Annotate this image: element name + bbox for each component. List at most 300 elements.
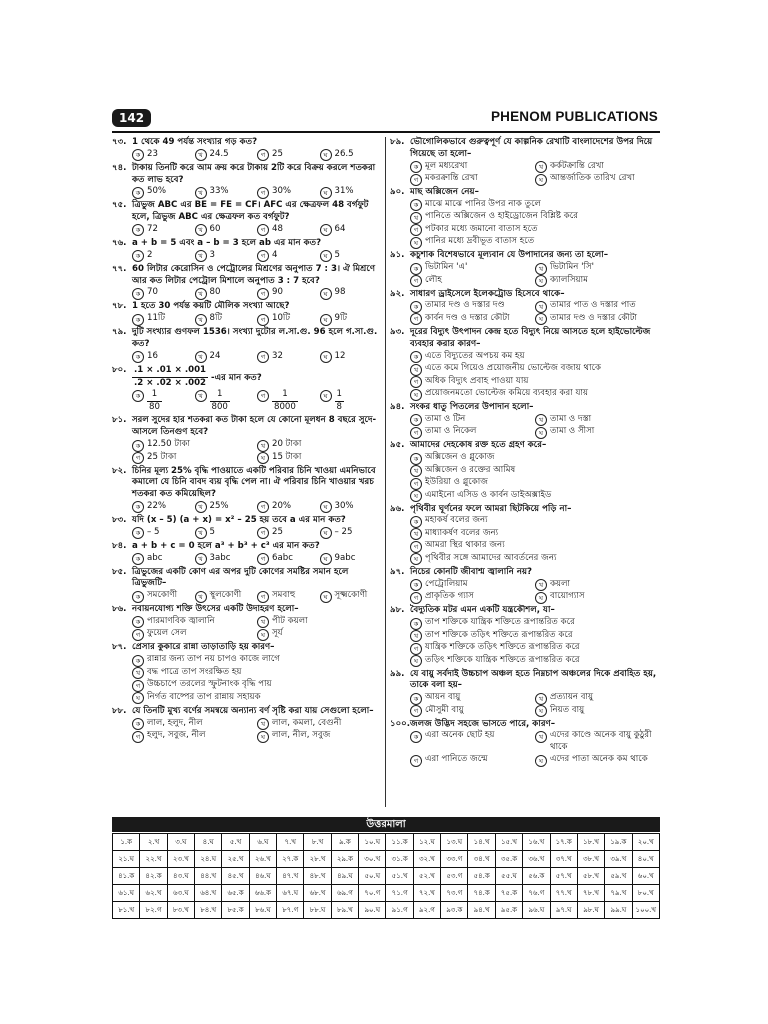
options-group (112, 224, 382, 237)
answer-key-cell: ৬৪.খ (195, 885, 222, 902)
answer-option (257, 730, 382, 743)
answer-option (410, 211, 660, 224)
answer-key-cell: ৩০.খ (359, 851, 386, 868)
option-marker: গ (132, 680, 144, 692)
option-marker: ক (410, 414, 422, 426)
answer-option (410, 363, 660, 376)
question-text (132, 365, 382, 390)
option-text: মাঝে মাঝে পানির উপর নাক তুলে (425, 198, 541, 209)
option-text: এরা পানিতে জন্মে (425, 754, 488, 765)
option-marker: ক (132, 616, 144, 628)
answer-option (257, 628, 382, 641)
question-text: 1 থেকে 49 পর্যন্ত সংখ্যার গড় কত? (132, 137, 258, 147)
question-item (390, 669, 660, 718)
option-marker: গ (257, 187, 269, 199)
option-marker: খ (535, 263, 547, 275)
option-marker: খ (195, 250, 207, 262)
answer-option (410, 376, 660, 389)
answer-key-cell: ৭৭.খ (550, 885, 577, 902)
answer-key-cell: ৭০.গ (359, 885, 386, 902)
option-text: বায়োগ্যাস (550, 591, 585, 602)
answer-option (257, 501, 320, 514)
answer-option (410, 490, 660, 503)
answer-key-cell: ৫৩.গ (441, 868, 468, 885)
option-marker: ক (132, 655, 144, 667)
option-marker: ঘ (257, 452, 269, 464)
question-item (390, 567, 660, 604)
options-group (112, 527, 382, 540)
option-marker: ঘ (535, 755, 547, 767)
options-group (112, 250, 382, 263)
option-marker: ক (410, 618, 422, 630)
question-number: ৮৬. (112, 604, 127, 615)
answer-key-cell: ৭৫.ক (495, 885, 522, 902)
question-item (112, 137, 382, 161)
answer-key-cell: ৮০.খ (632, 885, 659, 902)
question-text: 60 লিটার কেরোসিন ও পেট্রোলের মিশ্রণের অনুপাত 7 : 3। ঐ মিশ্রণে আর কত লিটার পেট্রোল মিশালে অনুপাত 3 : 7 হবে? (132, 263, 376, 286)
question-text-row (112, 327, 382, 351)
answer-option (410, 199, 660, 212)
question-text-row (390, 504, 660, 516)
option-marker: খ (257, 440, 269, 452)
option-marker: গ (410, 427, 422, 439)
option-text: তামার দণ্ড ও দস্তার কৌটা (550, 312, 638, 323)
option-text: abc (147, 552, 163, 563)
question-text-row (390, 289, 660, 301)
answer-key-cell: ১.ক (113, 834, 140, 851)
options-group (112, 439, 382, 464)
option-text: 3 (209, 249, 215, 260)
answer-option (535, 313, 660, 326)
options-group (112, 501, 382, 514)
option-text: 4 (272, 249, 278, 260)
answer-key-cell: ২০.খ (632, 834, 659, 851)
option-marker: ঘ (410, 655, 422, 667)
option-marker: খ (195, 553, 207, 565)
question-text-row (112, 264, 382, 288)
question-number: ৭৬. (112, 237, 127, 248)
answer-option (410, 414, 535, 427)
answer-option (195, 149, 258, 162)
question-text: যে তিনটি মুখ্য বর্ণের সমন্বয়ে অন্যান্য বর্ণ সৃষ্টি করা যায় সেগুলো হলো– (132, 705, 374, 716)
question-text-row (112, 604, 382, 616)
answer-key-cell: ১৮.খ (577, 834, 604, 851)
question-item (112, 515, 382, 539)
option-text: মহাকর্ষ বলের জন্য (425, 515, 488, 526)
answer-option (410, 313, 535, 326)
option-text: 12.50 টাকা (147, 439, 191, 450)
question-item (112, 642, 382, 704)
option-text: 70 (147, 287, 158, 298)
option-marker: ঘ (320, 149, 332, 161)
option-marker: ক (410, 263, 422, 275)
option-marker: খ (257, 616, 269, 628)
answer-key-cell: ৭৯.খ (605, 885, 632, 902)
answer-key-cell: ২.খ (140, 834, 167, 851)
option-text: মাধ্যাকর্ষণ বলের জন্য (425, 527, 499, 538)
question-number: ৭৪. (112, 162, 127, 173)
question-number: ৭৮. (112, 301, 127, 312)
option-marker: ঘ (257, 629, 269, 641)
answer-key-cell: ৫৫.ঘ (495, 868, 522, 885)
question-text: মাছ অক্সিজেন নেয়– (410, 187, 479, 198)
answer-option (132, 224, 195, 237)
answer-key-cell: ৫.খ (222, 834, 249, 851)
options-group (112, 313, 382, 326)
question-text: 1 হতে 30 পর্যন্ত কয়টি মৌলিক সংখ্যা আছে? (132, 301, 290, 312)
question-text-row (390, 187, 660, 199)
option-fraction (147, 389, 162, 414)
answer-option (320, 250, 383, 263)
answer-key-cell: ৪১.ক (113, 868, 140, 885)
option-marker: ক (132, 440, 144, 452)
answer-option (132, 313, 195, 326)
answer-option (320, 553, 383, 566)
options-group (390, 579, 660, 604)
answer-key-row (113, 851, 660, 868)
question-number: ৯১. (390, 250, 405, 261)
answer-key-row (113, 902, 660, 919)
option-marker: খ (535, 731, 547, 743)
option-marker: গ (132, 629, 144, 641)
answer-option (410, 477, 660, 490)
answer-key-cell: ২৩.খ (167, 851, 194, 868)
option-text: 10টি (272, 313, 291, 324)
answer-option (410, 388, 660, 401)
option-text: পীট কয়লা (272, 615, 308, 626)
options-group (112, 718, 382, 743)
option-marker: ক (132, 149, 144, 161)
option-marker: খ (410, 364, 422, 376)
answer-option (320, 224, 383, 237)
option-marker: গ (410, 478, 422, 490)
option-text: 9টি (334, 313, 348, 324)
option-text: 48 (272, 223, 283, 234)
question-number: ৮১. (112, 415, 127, 426)
answer-option (320, 313, 383, 326)
option-marker: গ (257, 553, 269, 565)
question-number: ৮২. (112, 465, 127, 476)
answer-key-cell: ৬১.ঘ (113, 885, 140, 902)
answer-option (410, 426, 535, 439)
question-number: ৭৩. (112, 137, 127, 147)
option-marker: ঘ (535, 275, 547, 287)
option-marker: খ (195, 149, 207, 161)
option-marker: গ (410, 224, 422, 236)
options-group (390, 262, 660, 287)
answer-key-cell: ২৭.ক (277, 851, 304, 868)
question-item (390, 289, 660, 326)
answer-option (132, 628, 257, 641)
answer-option (132, 527, 195, 540)
answer-key-cell: ৫৬.ক (523, 868, 550, 885)
answer-option (410, 591, 535, 604)
question-item (112, 604, 382, 641)
answer-key-cell: ৫৭.খ (550, 868, 577, 885)
question-item (390, 719, 660, 767)
answer-option (320, 149, 383, 162)
question-number: ৮০. (112, 364, 127, 375)
question-text: সংকর ধাতু পিতলের উপাদান হলো– (410, 402, 534, 413)
answer-key-cell: ৭৮.খ (577, 885, 604, 902)
options-group (390, 414, 660, 439)
options-group (112, 149, 382, 162)
option-text: পারমাণবিক জ্বালানি (147, 615, 215, 626)
option-marker: ক (410, 579, 422, 591)
question-text: নবায়নযোগ্য শক্তি উৎসের একটি উদাহরণ হলো– (132, 604, 299, 615)
answer-option (257, 224, 320, 237)
answer-key-cell: ৫০.ঘ (359, 868, 386, 885)
answer-option (320, 527, 383, 540)
question-item (112, 238, 382, 262)
answer-option (132, 149, 195, 162)
option-marker: ঘ (320, 527, 332, 539)
answer-key-cell: ৪৫.খ (222, 868, 249, 885)
answer-key-cell: ৪৭.খ (277, 868, 304, 885)
question-text: কচুশাক বিশেষভাবে মূল্যবান যে উপাদানের জন্য তা হলো– (410, 250, 609, 261)
fraction-denominator: .2 × .02 × .002 (134, 377, 207, 388)
answer-key-cell: ১০.ঘ (359, 834, 386, 851)
fraction-denominator: 8 (336, 402, 342, 413)
answer-key-cell: ৬২.খ (140, 885, 167, 902)
answer-key-cell: ৭৬.গ (523, 885, 550, 902)
answer-option (535, 414, 660, 427)
option-text: ভিটামিন 'এ' (425, 262, 468, 273)
answer-option (132, 287, 195, 300)
option-text: 5 (209, 526, 215, 537)
question-text-row (112, 238, 382, 250)
option-text: লাল, নীল, সবুজ (272, 730, 331, 741)
option-text: 80 (209, 287, 221, 298)
option-marker: ঘ (320, 187, 332, 199)
option-text: আমরা স্থির থাকার জন্য (425, 540, 505, 551)
question-text-row (112, 365, 382, 390)
option-marker: খ (410, 465, 422, 477)
answer-option (410, 224, 660, 237)
answer-key-cell: ১৩.ঘ (441, 834, 468, 851)
answer-key-cell: ৩৭.খ (550, 851, 577, 868)
question-text-row (112, 415, 382, 439)
answer-option (410, 579, 535, 592)
page-number: 142 (112, 109, 151, 127)
option-text: তাপ শক্তিকে যান্ত্রিক শক্তিতে রূপান্তরিত করে (425, 617, 575, 628)
option-marker: গ (410, 313, 422, 325)
answer-key-cell: ১৬.খ (523, 834, 550, 851)
question-item (112, 415, 382, 464)
answer-key-cell: ৭৩.গ (441, 885, 468, 902)
option-text: প্রাকৃতিক গ্যাস (425, 591, 474, 602)
answer-option (535, 730, 660, 754)
question-number: ৮৩. (112, 514, 127, 525)
answer-option (257, 718, 382, 731)
question-text-row (390, 250, 660, 262)
answer-option (535, 173, 660, 186)
option-text: তামা ও নিকেল (425, 426, 477, 437)
answer-option (410, 351, 660, 364)
fraction-denominator: 800 (211, 402, 228, 413)
question-item (390, 250, 660, 287)
option-marker: খ (195, 527, 207, 539)
option-text: 12 (334, 350, 346, 361)
fraction-numerator: 1 (210, 389, 230, 402)
answer-option (257, 616, 382, 629)
answer-key-cell: ৬৯.গ (331, 885, 358, 902)
option-marker: গ (410, 755, 422, 767)
question-text-row (390, 440, 660, 452)
answer-key-cell: ৭২.খ (413, 885, 440, 902)
answer-option (320, 590, 383, 603)
answer-key-cell: ৯১.গ (386, 902, 413, 919)
answer-key-cell: ৯২.গ (413, 902, 440, 919)
answer-key-cell: ৪০.খ (632, 851, 659, 868)
question-number: ৯৫. (390, 440, 405, 451)
option-marker: গ (132, 731, 144, 743)
option-marker: গ (257, 314, 269, 326)
question-text: জলজ উদ্ভিদ সহজে ভাসতে পারে, কারণ– (410, 718, 556, 729)
question-text: নিচের কোনটি জীবাশ্ম জ্বালানি নয়? (410, 566, 533, 577)
option-marker: ক (410, 161, 422, 173)
question-text: সাধারণ ড্রাইসেলে ইলেকট্রোড হিসেবে থাকে– (410, 288, 565, 299)
question-number: ৯৩. (390, 326, 405, 337)
option-marker: গ (410, 705, 422, 717)
option-marker: গ (410, 275, 422, 287)
answer-option (410, 452, 660, 465)
answer-key-cell: ৪৬.ঘ (249, 868, 276, 885)
answer-key-cell: ১৯.ক (605, 834, 632, 851)
option-marker: ঘ (320, 553, 332, 565)
answer-option (257, 250, 320, 263)
question-item (112, 200, 382, 236)
option-text: রান্নার জন্য তাপ নয় চাপও কাজে লাগে (147, 654, 280, 665)
answer-key-cell: ৮৩.খ (167, 902, 194, 919)
answer-key-cell: ৭১.গ (386, 885, 413, 902)
option-marker: গ (410, 592, 422, 604)
option-text: 16 (147, 350, 158, 361)
question-number: ৯৭. (390, 566, 405, 577)
answer-option (195, 313, 258, 326)
option-marker: ক (132, 250, 144, 262)
answer-option (410, 692, 535, 705)
answer-option (410, 262, 535, 275)
answer-key-cell: ৮৬.ঘ (249, 902, 276, 919)
option-marker: খ (132, 667, 144, 679)
option-text: অধিক বিদ্যুৎ প্রবাহ পাওয়া যায় (425, 375, 529, 386)
question-text-row (112, 137, 382, 149)
option-marker: গ (257, 351, 269, 363)
answer-option (132, 692, 382, 705)
question-number: ৭৭. (112, 263, 127, 274)
answer-key-row (113, 885, 660, 902)
options-group (112, 287, 382, 300)
answer-option (257, 149, 320, 162)
options-group (390, 452, 660, 502)
answer-option (132, 250, 195, 263)
answer-option (410, 236, 660, 249)
answer-option (535, 705, 660, 718)
answer-option (195, 250, 258, 263)
option-text: মৌসুমী বায়ু (425, 704, 464, 715)
option-marker: ক (132, 501, 144, 513)
answer-option (410, 528, 660, 541)
answer-option (535, 161, 660, 174)
option-text: 90 (272, 287, 283, 298)
answer-key-cell: ৮৭.গ (277, 902, 304, 919)
answer-option (410, 655, 660, 668)
answer-key-cell: ৪৮.খ (304, 868, 331, 885)
option-text: 2 (147, 249, 153, 260)
question-item (112, 567, 382, 603)
answer-key-cell: ৬৮.খ (304, 885, 331, 902)
question-number: ৯৯. (390, 668, 405, 679)
fraction-numerator: 1 (147, 389, 162, 402)
option-marker: ঘ (320, 224, 332, 236)
option-text: লাল, কমলা, বেগুনী (272, 717, 342, 728)
answer-key-cell: ৮৪.খ (195, 902, 222, 919)
answer-option (410, 515, 660, 528)
option-marker: ক (410, 301, 422, 313)
option-marker: খ (195, 187, 207, 199)
option-marker: ঘ (320, 288, 332, 300)
question-item (112, 301, 382, 325)
answer-option (257, 527, 320, 540)
option-marker: ক (132, 718, 144, 730)
question-number: ৮৪. (112, 540, 127, 551)
option-text: – 5 (147, 526, 160, 537)
option-marker: ক (132, 224, 144, 236)
question-text-row (112, 642, 382, 654)
answer-key-cell: ৮১.খ (113, 902, 140, 919)
answer-key-cell: ১৪.খ (468, 834, 495, 851)
option-marker: ক (132, 314, 144, 326)
answer-option (132, 501, 195, 514)
answer-key-cell: ২৫.খ (222, 851, 249, 868)
answer-key-cell: ৩১.ক (386, 851, 413, 868)
option-marker: খ (535, 693, 547, 705)
question-number: ৯০. (390, 187, 405, 198)
answer-option (535, 754, 660, 767)
answer-key-cell: ১১.ক (386, 834, 413, 851)
answer-key-cell: ১৫.খ (495, 834, 522, 851)
option-text: সমবাহু (272, 590, 296, 601)
option-text: লাল, হলুদ, নীল (147, 717, 203, 728)
answer-option (132, 654, 382, 667)
answer-key-cell: ২২.খ (140, 851, 167, 868)
question-text-row (390, 719, 660, 731)
publisher-name: PHENOM PUBLICATIONS (490, 109, 658, 124)
question-text: ভৌগোলিকভাবে গুরুত্বপূর্ণ যে কাল্পনিক রেখাটি বাংলাদেশের উপর দিয়ে গিয়েছে তা হলো– (410, 137, 653, 159)
option-marker: ক (410, 199, 422, 211)
option-marker: গ (257, 591, 269, 603)
question-number: ৯৬. (390, 503, 405, 514)
answer-key-cell: ৬.ঘ (249, 834, 276, 851)
answer-option (195, 287, 258, 300)
answer-key-cell: ৯৬.ঘ (523, 902, 550, 919)
option-text: 23 (147, 148, 158, 159)
option-marker: ক (132, 288, 144, 300)
option-marker: গ (257, 527, 269, 539)
question-text-row (112, 515, 382, 527)
question-item (390, 402, 660, 439)
answer-key-cell: ১২.ঘ (413, 834, 440, 851)
option-marker: ঘ (410, 490, 422, 502)
question-text-row (390, 402, 660, 414)
question-number: ৯৪. (390, 402, 405, 413)
answer-key-cell: ৩৫.ক (495, 851, 522, 868)
option-text: ক্যালসিয়াম (550, 274, 588, 285)
answer-option (132, 616, 257, 629)
option-marker: খ (410, 212, 422, 224)
question-text-row (112, 541, 382, 553)
